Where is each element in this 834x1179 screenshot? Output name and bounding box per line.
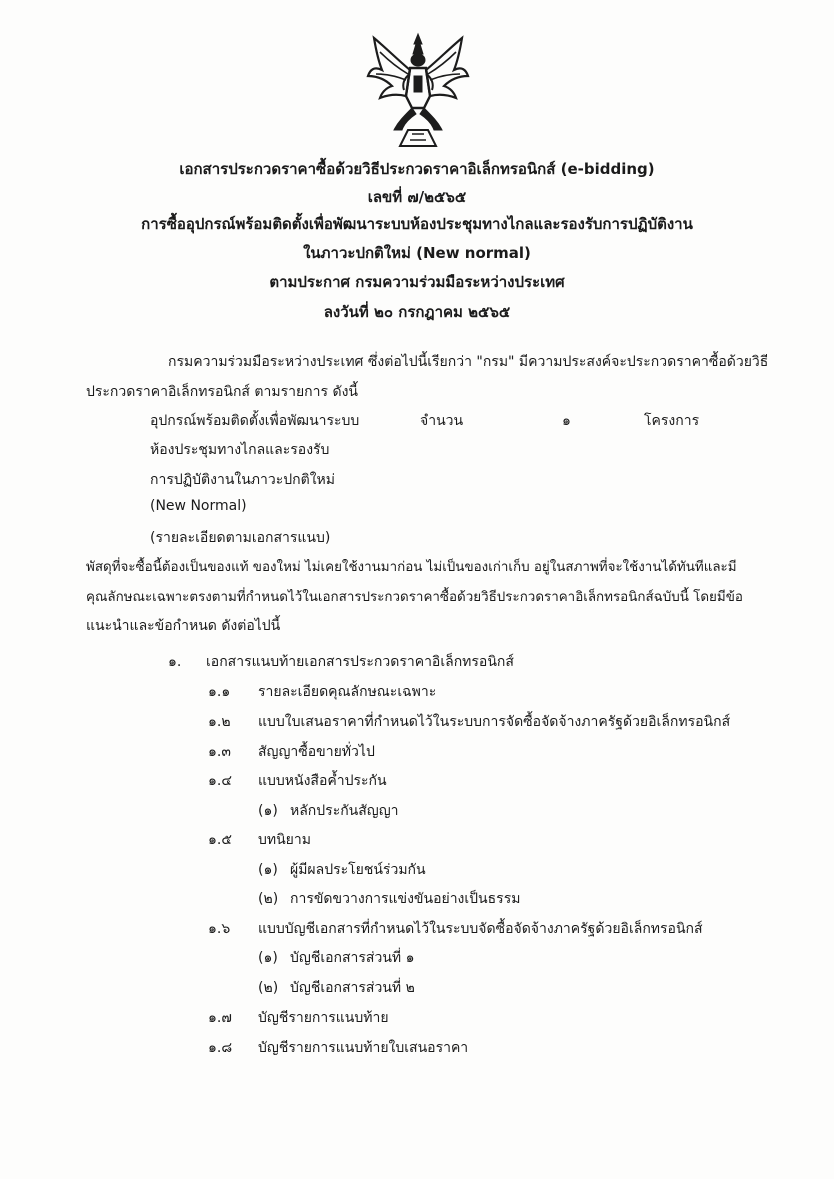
sub-item-text: บัญชีเอกสารส่วนที่ ๒ <box>290 980 415 996</box>
list-item-text: บัญชีรายการแนบท้ายใบเสนอราคา <box>258 1040 469 1056</box>
item-desc-line: อุปกรณ์พร้อมติดตั้งเพื่อพัฒนาระบบ <box>150 413 360 429</box>
section-number: ๑. <box>168 654 182 670</box>
list-item-text: แบบใบเสนอราคาที่กำหนดไว้ในระบบการจัดซื้อจัดจ้างภาครัฐด้วยอิเล็กทรอนิกส์ <box>258 714 731 730</box>
item-qty-value: ๑ <box>562 413 571 429</box>
item-desc-line: (New Normal) <box>150 498 247 514</box>
list-item-number: ๑.๗ <box>208 1010 232 1026</box>
condition-line-2: คุณลักษณะเฉพาะตรงตามที่กำหนดไว้ในเอกสารประกวดราคาซื้อด้วยวิธีประกวดราคาอิเล็กทรอนิกส์ฉบับนี้ โดยมีข้อ <box>86 590 743 605</box>
intro-line-1: กรมความร่วมมือระหว่างประเทศ ซึ่งต่อไปนี้เรียกว่า "กรม" มีความประสงค์จะประกวดราคาซื้อด้วยวิธี <box>168 354 769 370</box>
sub-item-text: บัญชีเอกสารส่วนที่ ๑ <box>290 950 415 966</box>
list-item-text: แบบหนังสือค้ำประกัน <box>258 773 387 789</box>
sub-item-text: ผู้มีผลประโยชน์ร่วมกัน <box>290 862 426 878</box>
sub-item-number: (๑) <box>258 862 278 878</box>
list-item-text: สัญญาซื้อขายทั่วไป <box>258 744 375 760</box>
document-date: ลงวันที่ ๒๐ กรกฎาคม ๒๕๖๕ <box>323 303 511 321</box>
sub-item-number: (๒) <box>258 980 279 996</box>
document-title: เอกสารประกวดราคาซื้อด้วยวิธีประกวดราคาอิเล็กทรอนิกส์ (e-bidding) <box>179 160 655 178</box>
condition-line-3: แนะนำและข้อกำหนด ดังต่อไปนี้ <box>86 618 281 634</box>
list-item-text: แบบบัญชีเอกสารที่กำหนดไว้ในระบบจัดซื้อจัดจ้างภาครัฐด้วยอิเล็กทรอนิกส์ <box>258 921 703 937</box>
section-title: เอกสารแนบท้ายเอกสารประกวดราคาอิเล็กทรอนิกส์ <box>206 654 514 670</box>
item-desc-line: (รายละเอียดตามเอกสารแนบ) <box>150 530 331 546</box>
list-item-number: ๑.๓ <box>208 744 231 760</box>
list-item-text: บัญชีรายการแนบท้าย <box>258 1010 389 1026</box>
list-item-text: รายละเอียดคุณลักษณะเฉพาะ <box>258 684 437 700</box>
subject-line-2: ในภาวะปกติใหม่ (New normal) <box>303 244 531 262</box>
document-number: เลขที่ ๗/๒๕๖๕ <box>367 188 467 206</box>
list-item-number: ๑.๖ <box>208 921 231 937</box>
subject-line-1: การซื้ออุปกรณ์พร้อมติดตั้งเพื่อพัฒนาระบบห้องประชุมทางไกลและรองรับการปฏิบัติงาน <box>141 215 693 233</box>
list-item-number: ๑.๕ <box>208 832 232 848</box>
list-item-number: ๑.๘ <box>208 1040 233 1056</box>
garuda-emblem-icon <box>364 30 472 148</box>
list-item-number: ๑.๒ <box>208 714 231 730</box>
item-qty-label: จำนวน <box>420 413 464 429</box>
intro-line-2: ประกวดราคาอิเล็กทรอนิกส์ ตามรายการ ดังนี้ <box>86 384 358 400</box>
item-unit: โครงการ <box>644 413 700 429</box>
sub-item-number: (๑) <box>258 803 278 819</box>
sub-item-text: หลักประกันสัญญา <box>290 803 399 819</box>
list-item-text: บทนิยาม <box>258 832 311 848</box>
sub-item-text: การขัดขวางการแข่งขันอย่างเป็นธรรม <box>290 891 521 907</box>
item-desc-line: การปฏิบัติงานในภาวะปกติใหม่ <box>150 472 336 488</box>
condition-line-1: พัสดุที่จะซื้อนี้ต้องเป็นของแท้ ของใหม่ ไม่เคยใช้งานมาก่อน ไม่เป็นของเก่าเก็บ อยู่ในสภาพที่จะใช้งานได้ทันทีและมี <box>86 560 737 575</box>
list-item-number: ๑.๔ <box>208 773 232 789</box>
item-desc-line: ห้องประชุมทางไกลและรองรับ <box>150 442 330 458</box>
announcement-line: ตามประกาศ กรมความร่วมมือระหว่างประเทศ <box>269 273 565 291</box>
sub-item-number: (๒) <box>258 891 279 907</box>
sub-item-number: (๑) <box>258 950 278 966</box>
list-item-number: ๑.๑ <box>208 684 231 700</box>
